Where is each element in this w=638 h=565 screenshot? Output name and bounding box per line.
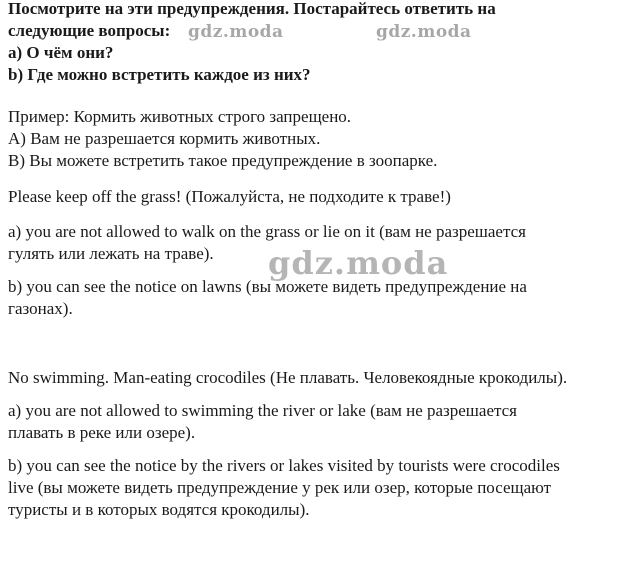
- notice-1-answer-b-line-2: газонах).: [8, 299, 73, 318]
- instruction-line-2: следующие вопросы:: [8, 21, 171, 40]
- notice-1-answer-b: [8, 276, 527, 320]
- notice-2-answer-a: [8, 400, 517, 444]
- instruction-line-1: Посмотрите на эти предупреждения. Постарайтесь ответить на: [8, 0, 496, 18]
- notice-1-title: Please keep off the grass! (Пожалуйста, не подходите к траве!): [8, 187, 451, 206]
- notice-2-title: No swimming. Man-eating crocodiles (Не плавать. Человекоядные крокодилы).: [8, 368, 568, 387]
- question-b: b) Где можно встретить каждое из них?: [8, 65, 311, 84]
- notice-2-answer-b-line-3: туристы и в которых водятся крокодилы).: [8, 500, 310, 519]
- notice-2-answer-b-line-1: b) you can see the notice by the rivers or lakes visited by tourists were crocodiles: [8, 456, 560, 475]
- notice-1-answer-a-line-1: a) you are not allowed to walk on the grass or lie on it (вам не разрешается: [8, 222, 526, 241]
- notice-2-answer-a-line-2: плавать в реке или озере).: [8, 423, 196, 442]
- watermark-small-right: gdz.moda: [376, 22, 472, 42]
- watermark-large-center: gdz.moda: [268, 244, 449, 282]
- notice-2-answer-b-line-2: live (вы можете видеть предупреждение у рек или озер, которые посещают: [8, 478, 552, 497]
- example-line-1: Пример: Кормить животных строго запрещено.: [8, 107, 352, 126]
- question-a: a) О чём они?: [8, 43, 114, 62]
- task-instructions: [8, 0, 496, 86]
- example-answer-a: А) Вам не разрешается кормить животных.: [8, 129, 321, 148]
- example-answer-b: В) Вы можете встретить такое предупреждение в зоопарке.: [8, 151, 438, 170]
- notice-1-answer-a-line-2: гулять или лежать на траве).: [8, 244, 214, 263]
- example-block: [8, 106, 437, 172]
- notice-2-answer-a-line-1: a) you are not allowed to swimming the river or lake (вам не разрешается: [8, 401, 517, 420]
- notice-1-answer-b-line-1: b) you can see the notice on lawns (вы можете видеть предупреждение на: [8, 277, 527, 296]
- watermark-small-left: gdz.moda: [188, 22, 284, 42]
- notice-2-answer-b: [8, 455, 560, 521]
